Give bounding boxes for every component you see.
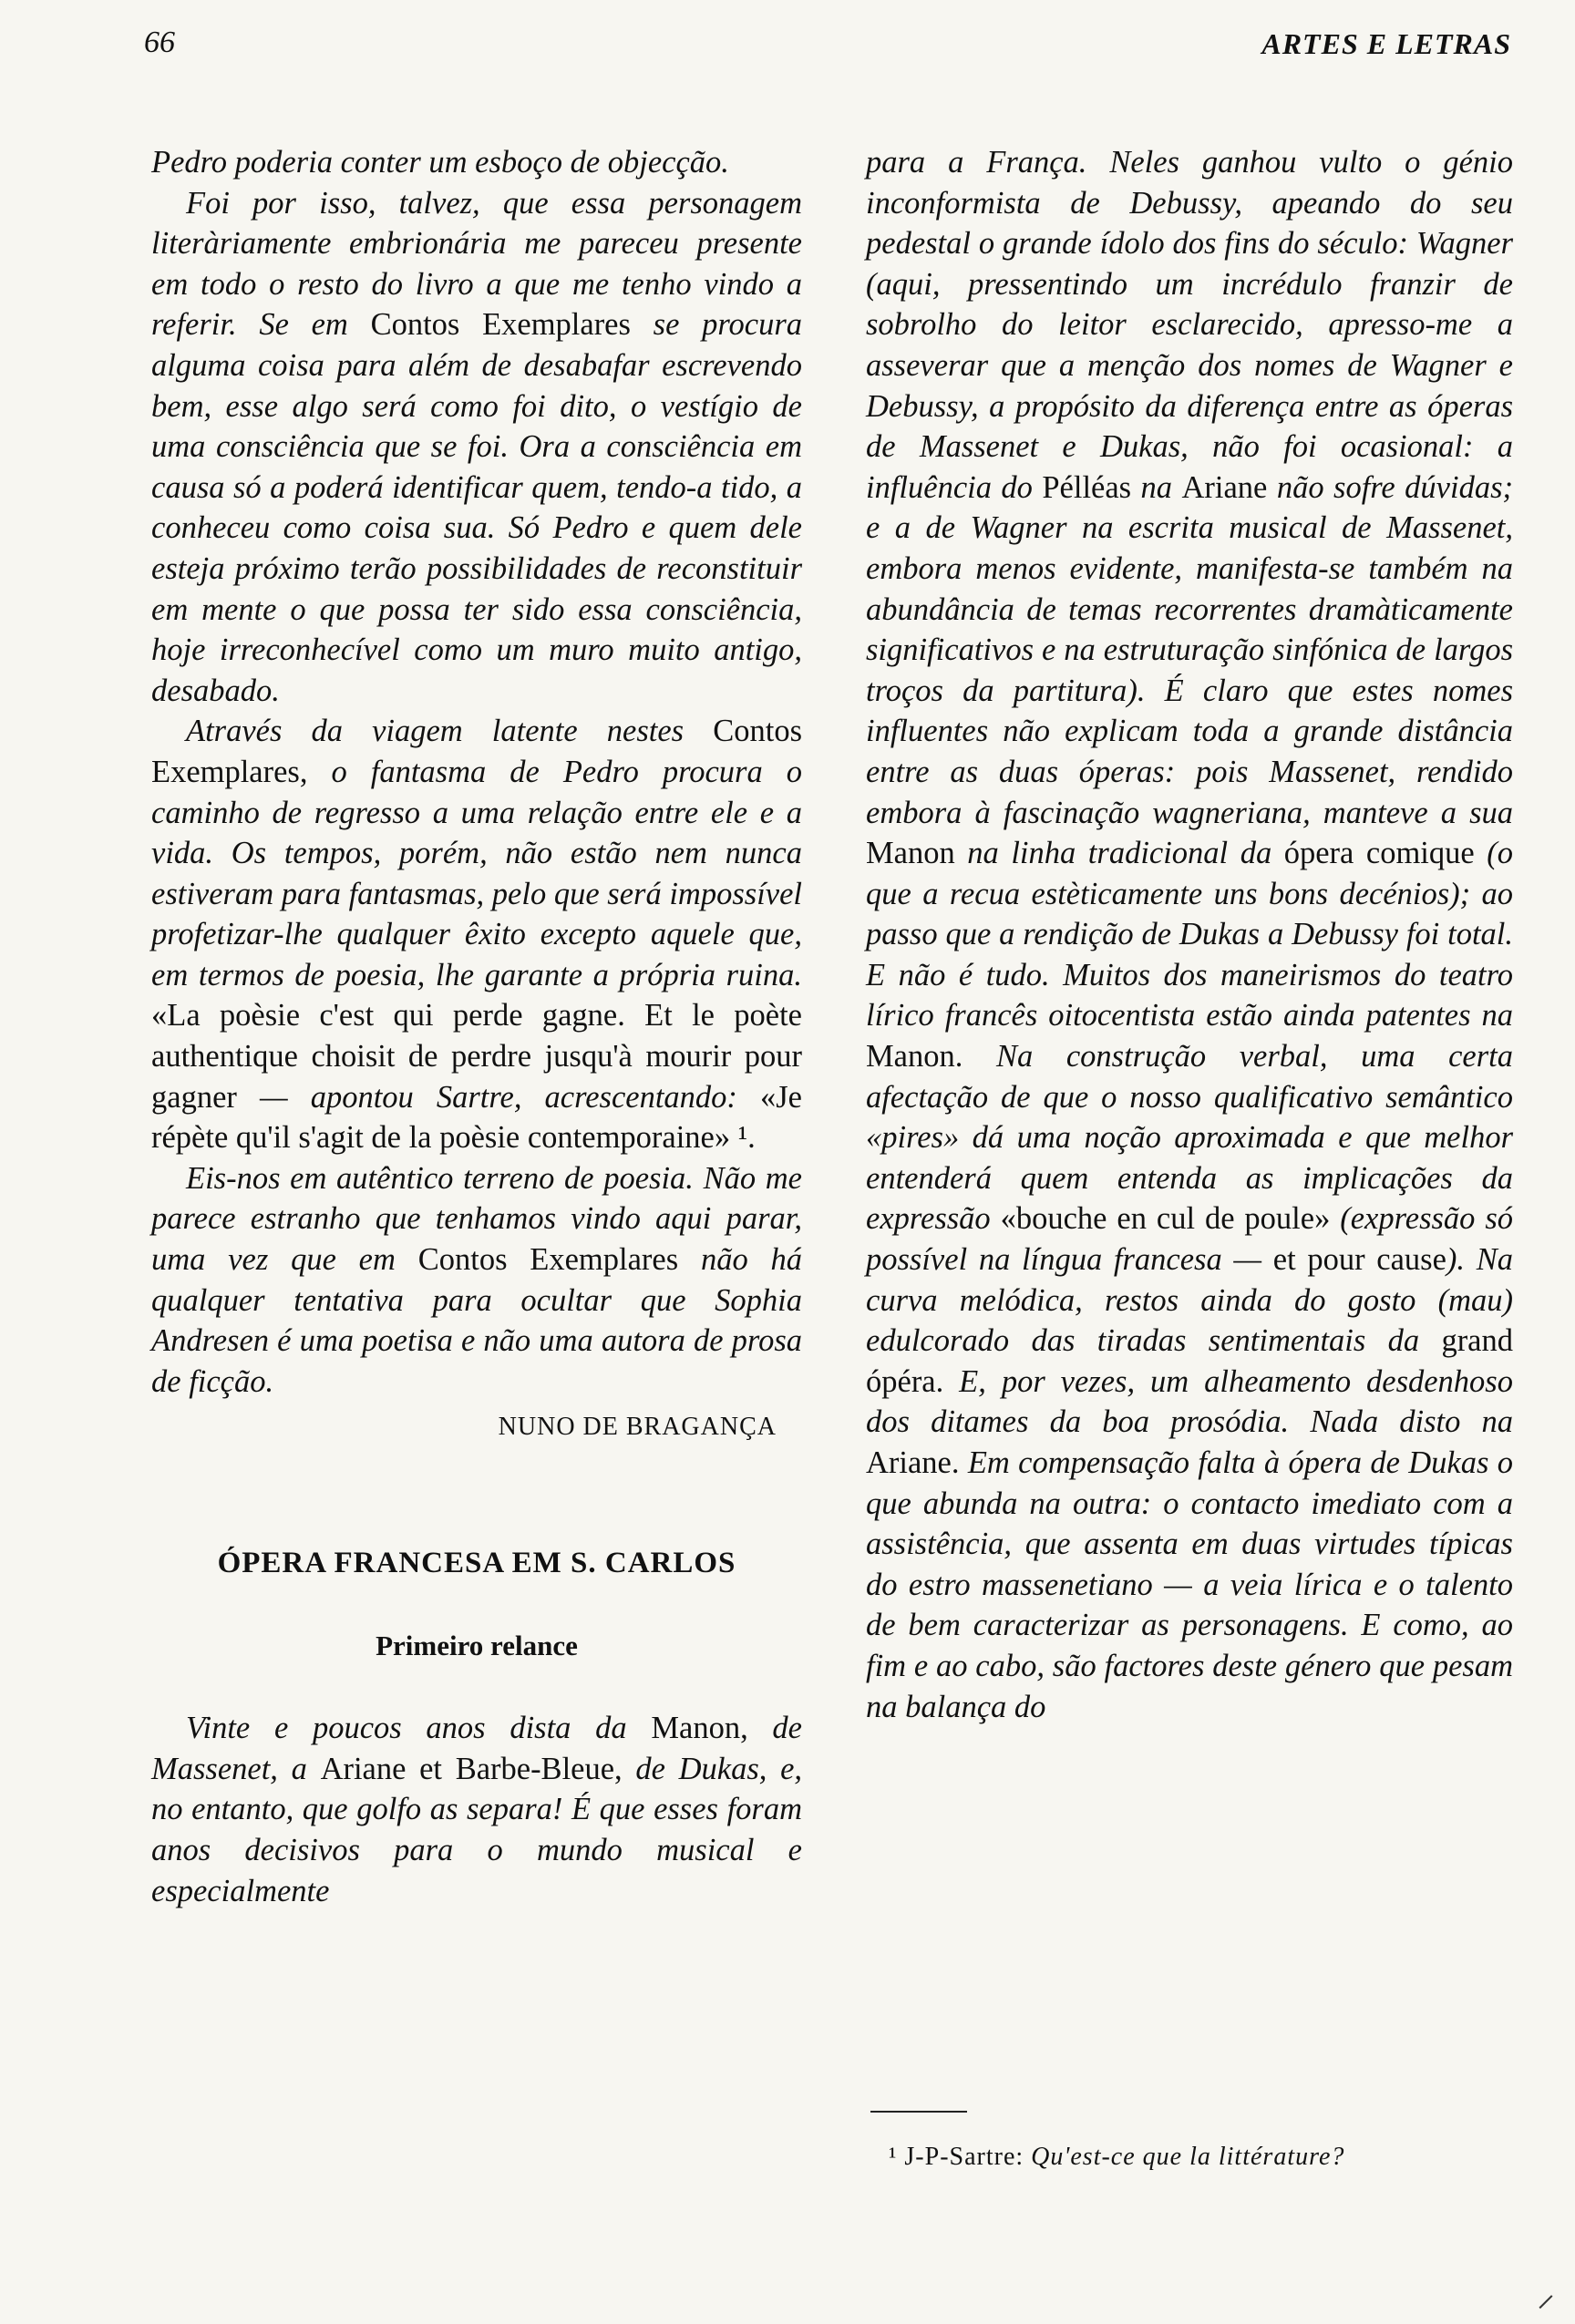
genre-term: grand ópéra. [866,1323,1513,1399]
french-expression: et pour cause [1272,1242,1446,1278]
paragraph [151,1708,802,1911]
running-title: ARTES E LETRAS [1261,27,1511,60]
opera-title: Manon [866,836,955,871]
footnote-title: Qu'est-ce que la littérature? [1031,2143,1345,2171]
opera-title: Ariane [1181,469,1268,505]
author-signature: NUNO DE BRAGANÇA [498,1413,777,1442]
footnote-marker: ¹ [889,2143,898,2171]
text-run: na [1131,469,1182,505]
paragraph [866,142,1513,1727]
paragraph [151,1158,802,1403]
footnote-author: J-P-Sartre: [904,2143,1024,2171]
text-run: de Massenet, a [151,1711,802,1786]
page-number: 66 [144,26,175,59]
text-run: na linha tradicional da [954,836,1284,871]
section-title: ÓPERA FRANCESA EM S. CARLOS [217,1547,736,1579]
text-run: Pedro poderia conter um esboço de objecção. [151,145,729,180]
paragraph [151,142,802,183]
opera-title: Manon. [866,1039,963,1075]
opera-title: Manon, [651,1711,748,1746]
book-title: Contos Exemplares [417,1242,679,1278]
text-run: Eis-nos em autêntico terreno de poesia. Não me parece estranho que tenhamos vindo aqui parar, uma vez que em [151,1160,802,1278]
text-run: não sofre dúvidas; e a de Wagner na escrita musical de Massenet, embora menos evidente, manifesta-se também na abundância de temas recorrentes dramàticamente significativos e na estruturação sinfónica de largos troços da partitura). É claro que estes nomes influentes não explicam toda a grande distância entre as duas óperas: pois Massenet, rendido embora à fascinação wagneriana, manteve a sua [866,469,1513,830]
text-run: não há qualquer tentativa para ocultar que Sophia Andresen é uma poetisa e não uma autora de prosa de ficção. [151,1242,802,1399]
paragraph [151,183,802,712]
text-run: Na construção verbal, uma certa afectação de que o nosso qualificativo semântico «pires» dá uma noção aproximada e que melhor entenderá quem entenda as implicações da expressão [866,1039,1513,1237]
text-run: E, por vezes, um alheamento desdenhoso dos ditames da boa prosódia. Nada disto na [866,1363,1513,1440]
french-expression: «bouche en cul de poule» [1000,1201,1331,1237]
footnote [889,2143,1344,2172]
right-column [866,142,1513,1727]
text-run: Através da viagem latente nestes [186,714,714,749]
text-run: ). Na curva melódica, restos ainda do gosto (mau) edulcorado das tiradas sentimentais da [866,1242,1513,1359]
text-run: o fantasma de Pedro procura o caminho de regresso a uma relação entre ele e a vida. Os tempos, porém, não estão nem nunca estiveram para fantasmas, pelo que será impossível profetizar-lhe qualquer êxito excepto aquele que, em termos de poesia, lhe garante a própria ruina. [151,754,802,992]
paragraph [151,711,802,1158]
left-column [151,142,802,1911]
text-run: se procura alguma coisa para além de desabafar escrevendo bem, esse algo será como foi dito, o vestígio de uma consciência que se foi. Ora a consciência em causa só a poderá identificar quem, tendo-a tido, a conheceu como coisa sua. Só Pedro e quem dele esteja próximo terão possibilidades de reconstituir em mente o que possa ter sido essa consciência, hoje irreconhecível como um muro muito antigo, desabado. [151,307,803,708]
opera-title: Ariane. [866,1445,960,1480]
text-run: para a França. Neles ganhou vulto o génio inconformista de Debussy, apeando do seu pedestal o grande ídolo dos fins do século: Wagner (aqui, pressentindo um incrédulo franzir de sobrolho do leitor esclarecido, apresso-me a asseverar que a menção dos nomes de Wagner e Debussy, a propósito da diferença entre as óperas de Massenet e Dukas, não foi ocasional: a influência do [866,145,1513,505]
section-subtitle: Primeiro relance [376,1629,578,1661]
quotation: «Je répète qu'il s'agit de la poèsie contemporaine» ¹. [151,1079,802,1156]
genre-term: ópera comique [1283,836,1475,871]
text-run: Foi por isso, talvez, que essa personagem literàriamente embrionária me pareceu presente em todo o resto do livro a que me tenho vindo a referir. Se em [151,185,802,343]
text-run: (expressão só possível na língua francesa — [866,1201,1514,1278]
opera-title: Ariane et Barbe-Bleue, [320,1751,623,1786]
text-run: de Dukas, e, no entanto, que golfo as separa! É que esses foram anos decisivos para o mundo musical e especialmente [151,1751,803,1908]
text-run: Em compensação falta à ópera de Dukas o que abunda na outra: o contacto imediato com a assistência, que assenta em duas virtudes típicas do estro massenetiano — a veia lírica e o talento de bem caracterizar as personagens. E como, ao fim e ao cabo, são factores deste género que pesam na balança do [866,1445,1513,1724]
book-title: Contos Exemplares [370,307,631,343]
book-title: Contos Exemplares, [151,714,802,789]
opera-title: Pélléas [1042,469,1132,505]
text-run: — apontou Sartre, acrescentando: [236,1079,760,1115]
text-run: (o que a recua estèticamente uns bons decénios); ao passo que a rendição de Dukas a Debussy foi total. E não é tudo. Muitos dos maneirismos do teatro lírico francês oitocentista estão ainda patentes na [866,836,1513,1033]
quotation: «La poèsie c'est qui perde gagne. Et le poète authentique choisit de perdre jusqu'à mourir pour gagner [151,998,802,1115]
text-run: Vinte e poucos anos dista da [186,1711,652,1746]
footnote-rule [870,2111,967,2113]
pencil-mark-icon: ⸝ [1537,2273,1555,2314]
